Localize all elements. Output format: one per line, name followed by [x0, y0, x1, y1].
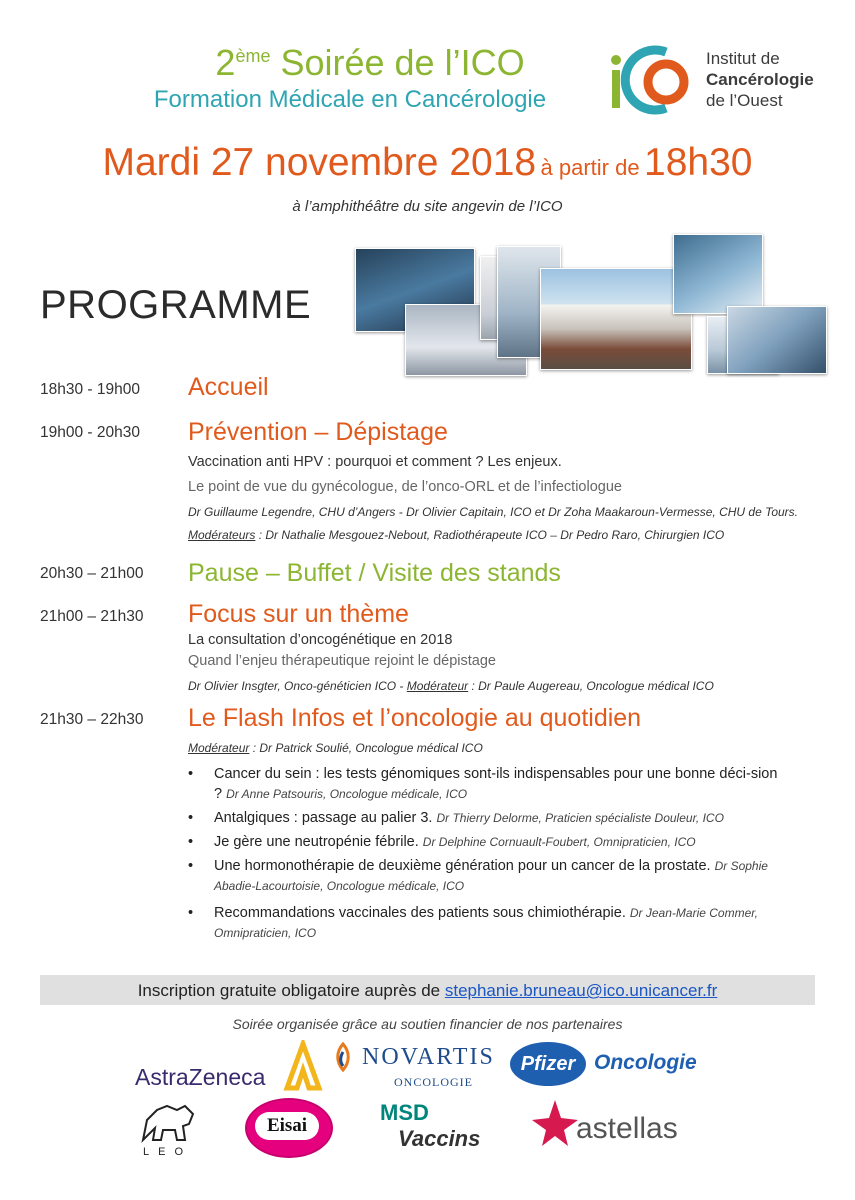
programme-title: PROGRAMME — [40, 283, 312, 327]
session-4-line1: La consultation d’oncogénétique en 2018 — [188, 632, 453, 648]
ico-logo — [608, 38, 848, 122]
msd-logo — [380, 1100, 500, 1158]
registration-email-link[interactable]: stephanie.bruneau@ico.unicancer.fr — [444, 981, 718, 1000]
eisai-wordmark: Eisai — [255, 1112, 319, 1140]
pfizer-oncologie: Oncologie — [594, 1051, 697, 1074]
session-4-speaker: Dr Olivier Insgter, Onco-généticien ICO - Modérateur : Dr Paule Augereau, Oncologue médical ICO — [188, 679, 714, 693]
pfizer-logo — [510, 1042, 710, 1092]
session-2-speakers: Dr Guillaume Legendre, CHU d’Angers - Dr Olivier Capitain, ICO et Dr Zoha Maakaroun-Vermesse, CHU de Tours. — [188, 505, 799, 519]
astellas-wordmark: astellas — [576, 1112, 678, 1145]
session-2-line1: Vaccination anti HPV : pourquoi et comment ? Les enjeux. — [188, 454, 562, 470]
photo-patient — [727, 306, 827, 374]
msd-wordmark: MSD — [380, 1100, 429, 1125]
leo-wordmark: LEO — [143, 1146, 193, 1158]
session-5-moderator: Modérateur : Dr Patrick Soulié, Oncologue médical ICO — [188, 741, 483, 755]
session-2-time: 19h00 - 20h30 — [40, 424, 140, 441]
photo-building — [540, 268, 692, 370]
ico-logo-icon — [608, 38, 698, 122]
session-2-moderators: Modérateurs : Dr Nathalie Mesgouez-Nebout, Radiothérapeute ICO – Dr Pedro Raro, Chirurgien ICO — [188, 528, 725, 542]
eisai-logo — [245, 1098, 333, 1158]
novartis-flame-icon — [330, 1042, 356, 1072]
registration-text: Inscription gratuite obligatoire auprès de stephanie.bruneau@ico.unicancer.fr — [137, 981, 718, 1000]
session-4-line2: Quand l’enjeu thérapeutique rejoint le dépistage — [188, 653, 496, 669]
event-title: 2ème Soirée de l’ICO — [215, 42, 525, 83]
novartis-wordmark: NOVARTIS — [362, 1044, 495, 1070]
session-5-title: Le Flash Infos et l’oncologie au quotidien — [188, 704, 642, 732]
astellas-logo — [530, 1098, 705, 1158]
astellas-star-icon — [530, 1098, 580, 1148]
event-subtitle: Formation Médicale en Cancérologie — [153, 86, 547, 113]
partners-caption: Soirée organisée grâce au soutien financier de nos partenaires — [232, 1016, 623, 1032]
novartis-oncologie: ONCOLOGIE — [394, 1075, 473, 1089]
astrazeneca-logo — [135, 1040, 325, 1095]
photo-collage — [355, 226, 825, 376]
astrazeneca-icon — [283, 1040, 323, 1095]
session-3-time: 20h30 – 21h00 — [40, 565, 144, 582]
session-1-time: 18h30 - 19h00 — [40, 381, 140, 398]
session-1-title: Accueil — [188, 373, 269, 401]
astrazeneca-wordmark: AstraZeneca — [135, 1064, 266, 1090]
event-venue: à l’amphithéâtre du site angevin de l’ICO — [292, 198, 563, 215]
session-4-title: Focus sur un thème — [188, 600, 409, 628]
leo-logo — [135, 1100, 205, 1162]
msd-vaccins: Vaccins — [398, 1126, 481, 1151]
novartis-logo — [330, 1040, 510, 1095]
session-2-title: Prévention – Dépistage — [188, 418, 448, 446]
event-date: Mardi 27 novembre 2018 à partir de 18h30 — [102, 141, 753, 184]
session-2-line2: Le point de vue du gynécologue, de l’onco-ORL et de l’infectiologue — [188, 479, 622, 495]
pfizer-wordmark: Pfizer — [510, 1042, 586, 1086]
session-3-title: Pause – Buffet / Visite des stands — [188, 559, 561, 587]
leo-lion-icon — [137, 1100, 201, 1146]
session-5-time: 21h30 – 22h30 — [40, 711, 144, 728]
logo-text: Institut de Cancérologie de l’Ouest — [706, 49, 814, 110]
photo-lab — [673, 234, 763, 314]
session-4-time: 21h00 – 21h30 — [40, 608, 144, 625]
